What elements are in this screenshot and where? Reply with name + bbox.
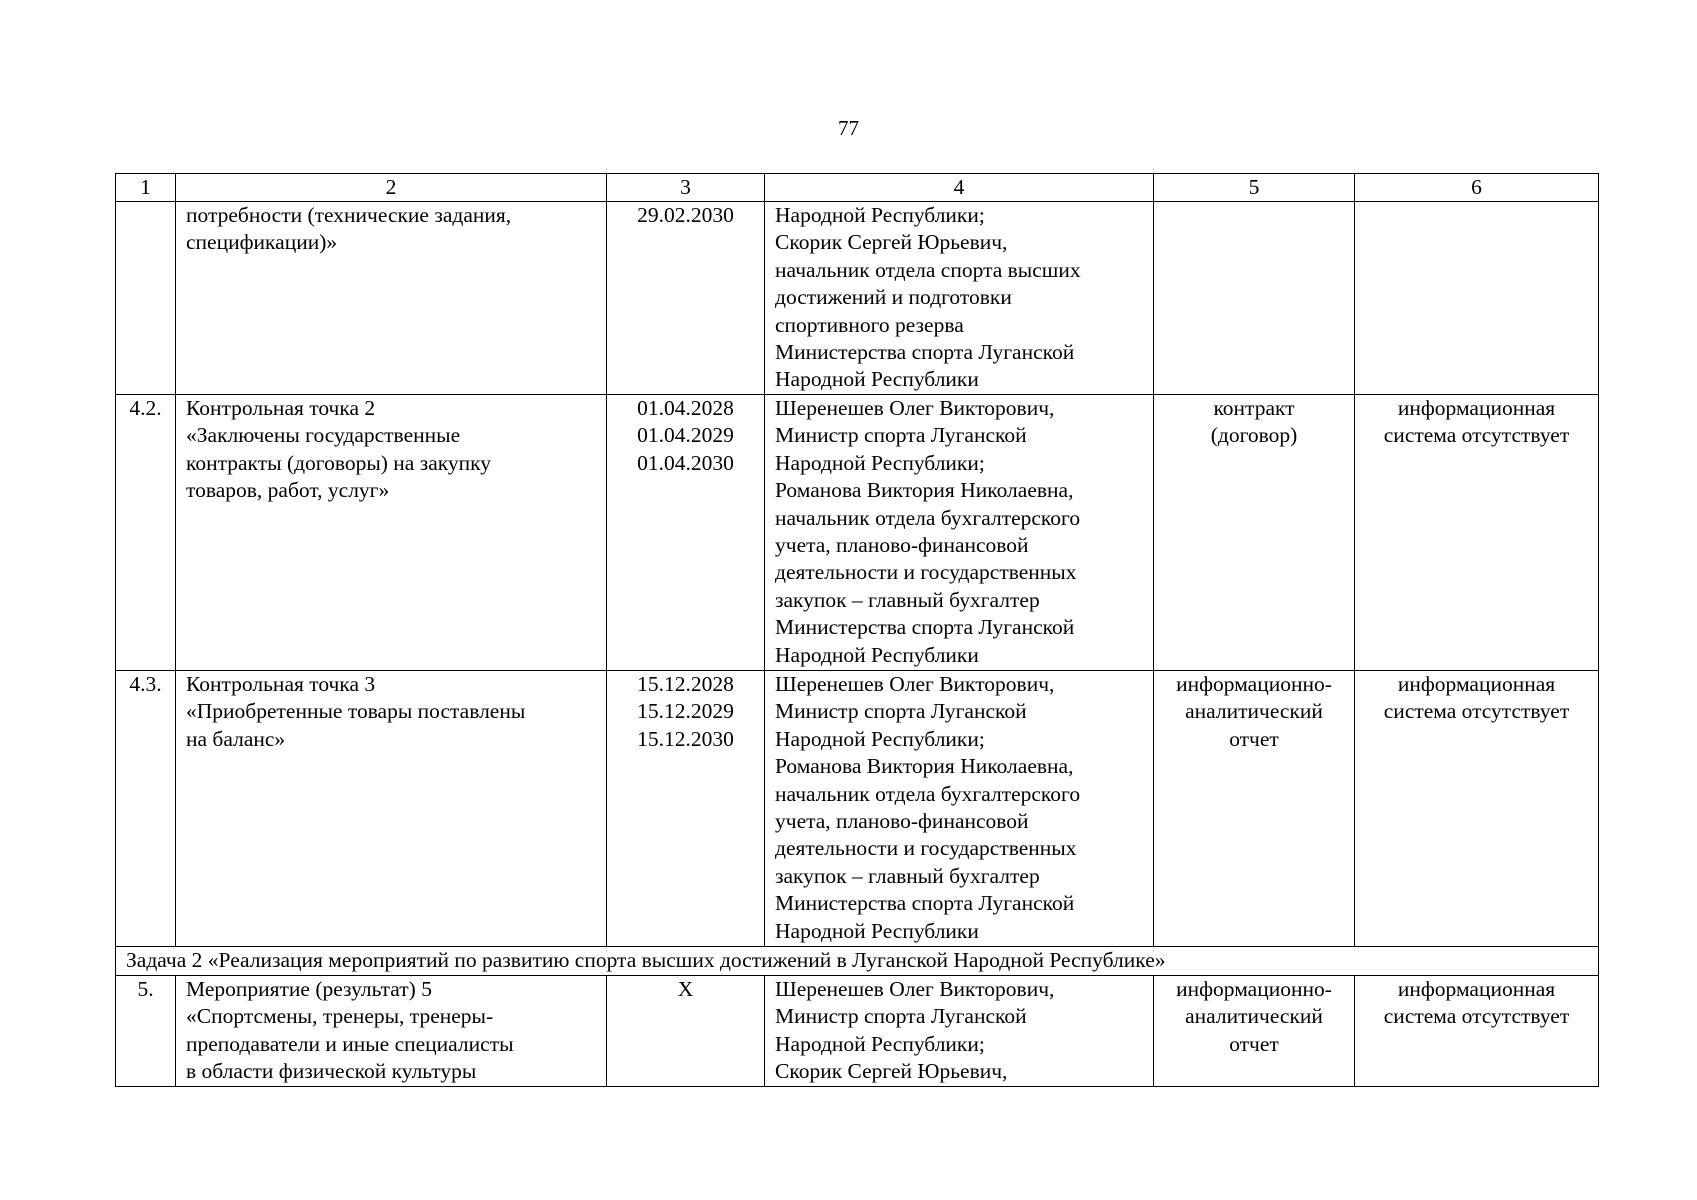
responsible-persons: Шеренешев Олег Викторович, Министр спорта Луганской Народной Республики; Романова Виктория Николаевна, начальник отдела бухгалтерского учета, планово-финансовой деятельности и государственных закупок – главный бухгалтер Министерства спорта Луганской Народной Республики [765, 395, 1154, 671]
header-cell: 6 [1355, 174, 1599, 202]
row-number [116, 202, 176, 395]
deadline-dates: 01.04.2028 01.04.2029 01.04.2030 [607, 395, 765, 671]
header-cell: 4 [765, 174, 1154, 202]
document-type: информационно- аналитический отчет [1154, 671, 1355, 947]
table-row [116, 671, 1599, 947]
row-number: 4.3. [116, 671, 176, 947]
header-cell: 5 [1154, 174, 1355, 202]
table-row [116, 202, 1599, 395]
information-system: информационная система отсутствует [1355, 395, 1599, 671]
header-cell: 2 [176, 174, 607, 202]
responsible-persons: Народной Республики; Скорик Сергей Юрьевич, начальник отдела спорта высших достижений и подготовки спортивного резерва Министерства спорта Луганской Народной Республики [765, 202, 1154, 395]
event-name: Контрольная точка 2 «Заключены государственные контракты (договоры) на закупку товаров, работ, услуг» [176, 395, 607, 671]
deadline-dates: Х [607, 976, 765, 1087]
document-type [1154, 202, 1355, 395]
information-system [1355, 202, 1599, 395]
responsible-persons: Шеренешев Олег Викторович, Министр спорта Луганской Народной Республики; Скорик Сергей Юрьевич, [765, 976, 1154, 1087]
responsible-persons: Шеренешев Олег Викторович, Министр спорта Луганской Народной Республики; Романова Виктория Николаевна, начальник отдела бухгалтерского учета, планово-финансовой деятельности и государственных закупок – главный бухгалтер Министерства спорта Луганской Народной Республики [765, 671, 1154, 947]
table-row [116, 395, 1599, 671]
table-row [116, 976, 1599, 1087]
page-number: 77 [838, 116, 859, 140]
header-cell: 3 [607, 174, 765, 202]
row-number: 4.2. [116, 395, 176, 671]
deadline-dates: 15.12.2028 15.12.2029 15.12.2030 [607, 671, 765, 947]
event-name: потребности (технические задания, спецификации)» [176, 202, 607, 395]
task-heading: Задача 2 «Реализация мероприятий по развитию спорта высших достижений в Луганской Народной Республике» [116, 947, 1599, 976]
plan-table [115, 173, 1599, 1087]
header-cell: 1 [116, 174, 176, 202]
deadline-dates: 29.02.2030 [607, 202, 765, 395]
row-number: 5. [116, 976, 176, 1087]
event-name: Мероприятие (результат) 5 «Спортсмены, тренеры, тренеры- преподаватели и иные специалисты в области физической культуры [176, 976, 607, 1087]
header-row [116, 174, 1599, 202]
task-row [116, 947, 1599, 976]
information-system: информационная система отсутствует [1355, 671, 1599, 947]
information-system: информационная система отсутствует [1355, 976, 1599, 1087]
event-name: Контрольная точка 3 «Приобретенные товары поставлены на баланс» [176, 671, 607, 947]
document-type: контракт (договор) [1154, 395, 1355, 671]
document-type: информационно- аналитический отчет [1154, 976, 1355, 1087]
